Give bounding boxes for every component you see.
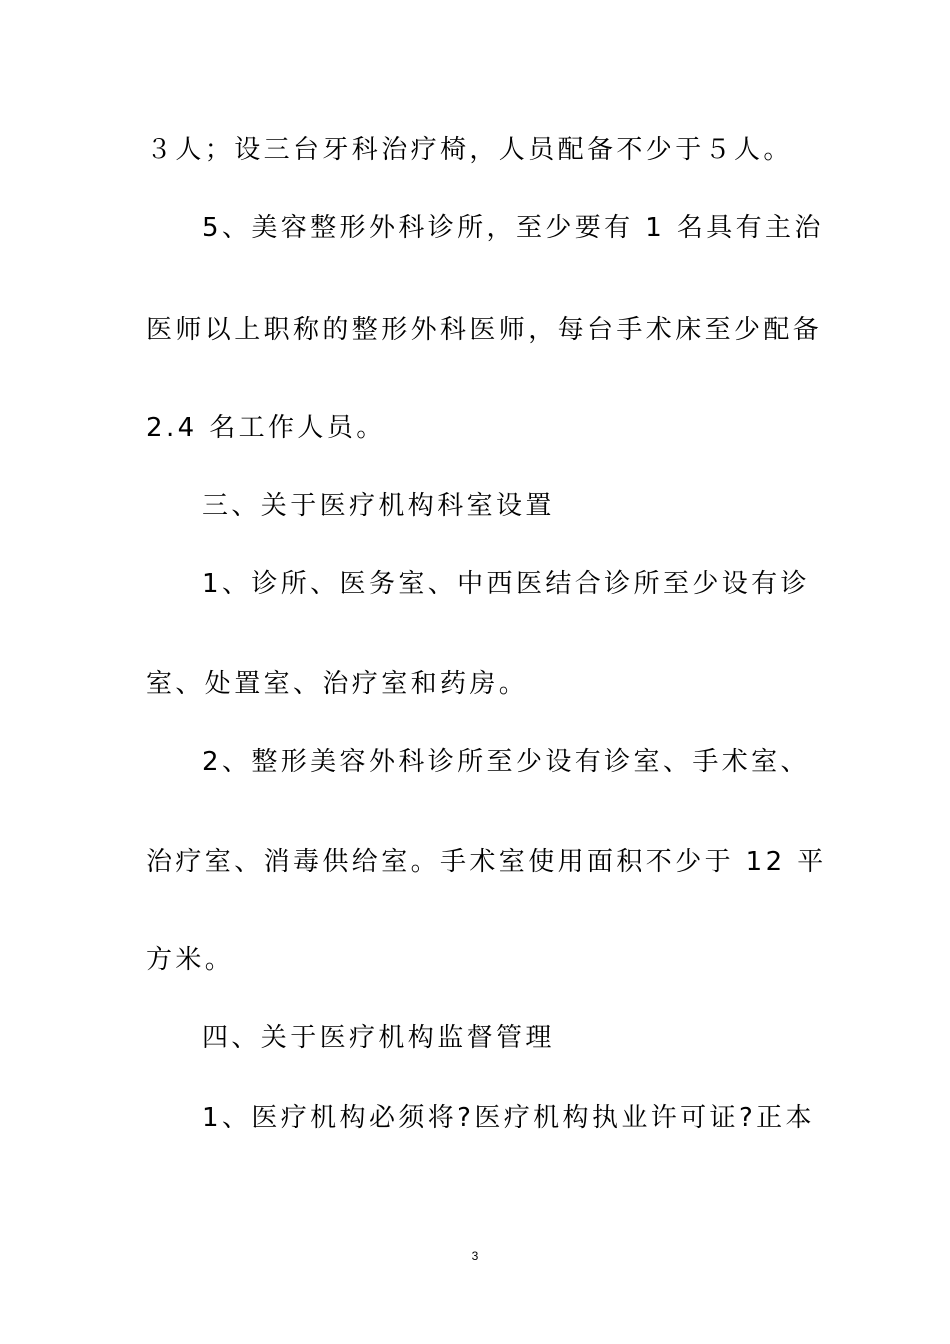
text-line-4: 2.4 名工作人员。 <box>146 413 386 443</box>
text-line-9: 治疗室、消毒供给室。手术室使用面积不少于 12 平 <box>146 847 827 877</box>
text-line-12: 1、医疗机构必须将?医疗机构执业许可证?正本 <box>202 1103 815 1133</box>
section-heading-3: 三、关于医疗机构科室设置 <box>202 491 555 521</box>
page-number: 3 <box>471 1249 479 1263</box>
text-line-1: ３人；设三台牙科治疗椅，人员配备不少于５人。 <box>146 135 793 165</box>
text-line-2: 5、美容整形外科诊所，至少要有 1 名具有主治 <box>202 213 824 243</box>
text-line-6: 1、诊所、医务室、中西医结合诊所至少设有诊 <box>202 569 810 599</box>
text-line-8: 2、整形美容外科诊所至少设有诊室、手术室、 <box>202 747 810 777</box>
text-line-3: 医师以上职称的整形外科医师，每台手术床至少配备 <box>146 315 823 345</box>
section-heading-4: 四、关于医疗机构监督管理 <box>202 1023 555 1053</box>
text-line-7: 室、处置室、治疗室和药房。 <box>146 669 529 699</box>
text-line-10: 方米。 <box>146 945 235 975</box>
